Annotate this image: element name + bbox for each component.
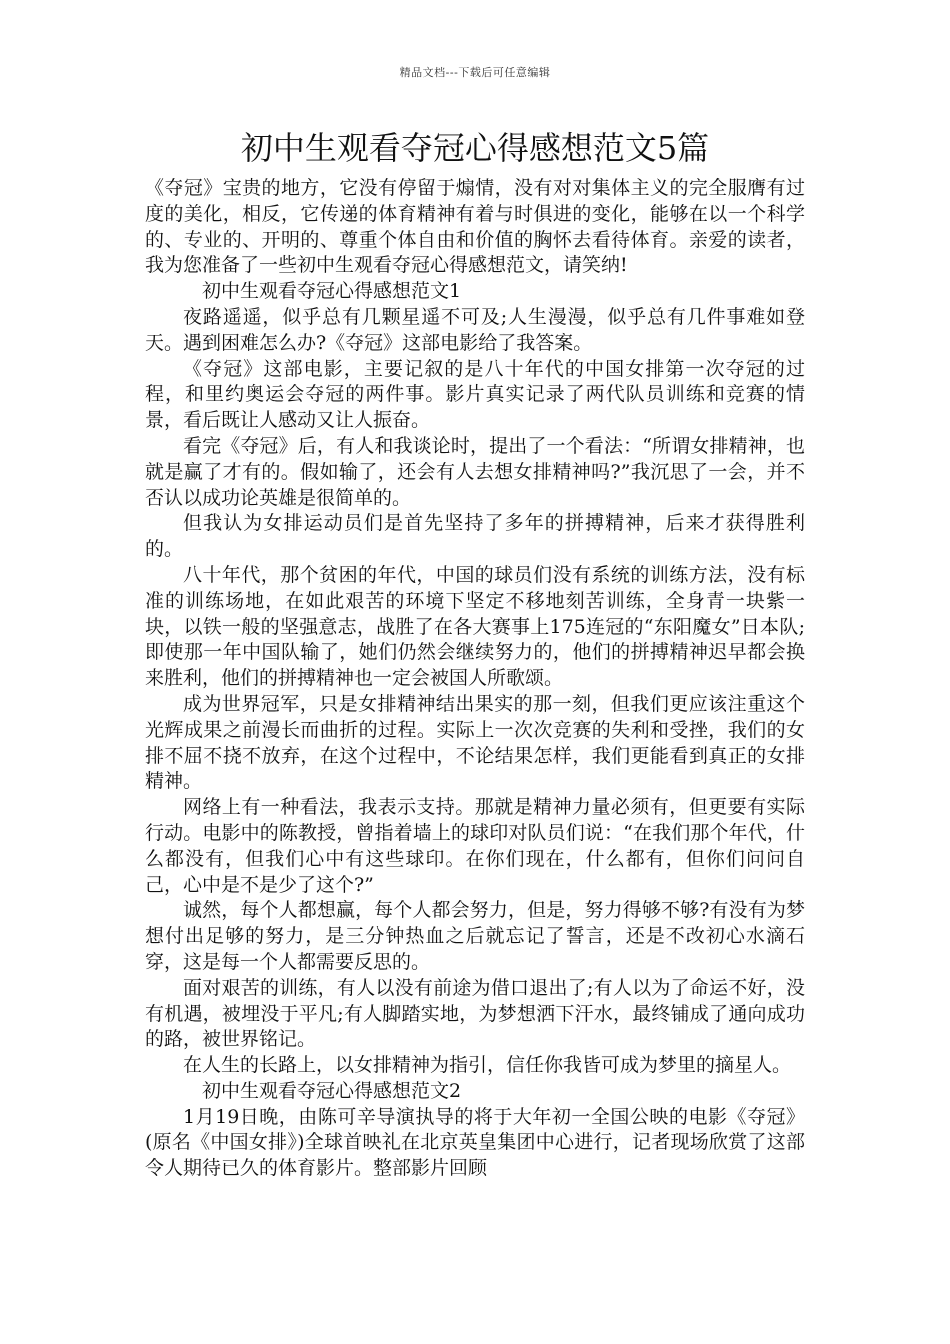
paragraph: 成为世界冠军，只是女排精神结出果实的那一刻，但我们更应该注重这个光辉成果之前漫长而曲折的过程。实际上一次次竞赛的失利和受挫，我们的女排不屈不挠不放弃，在这个过程中，不论结果怎样，我们更能看到真正的女排精神。	[145, 692, 805, 793]
paragraph: 看完《夺冠》后，有人和我谈论时，提出了一个看法：“所谓女排精神，也就是赢了才有的。假如输了，还会有人去想女排精神吗?”我沉思了一会，并不否认以成功论英雄是很简单的。	[145, 434, 805, 509]
paragraph: 但我认为女排运动员们是首先坚持了多年的拼搏精神，后来才获得胜利的。	[145, 512, 805, 561]
paragraph: 《夺冠》宝贵的地方，它没有停留于煽情，没有对对集体主义的完全服膺有过度的美化，相反，它传递的体育精神有着与时俱进的变化，能够在以一个科学的、专业的、开明的、尊重个体自由和价值的胸怀去看待体育。亲爱的读者，我为您准备了一些初中生观看夺冠心得感想范文，请笑纳!	[145, 177, 805, 277]
paragraph: 面对艰苦的训练，有人以没有前途为借口退出了;有人以为了命运不好，没有机遇，被埋没于平凡;有人脚踏实地，为梦想洒下汗水，最终铺成了通向成功的路，被世界铭记。	[145, 976, 805, 1051]
paragraph: 八十年代，那个贫困的年代，中国的球员们没有系统的训练方法，没有标准的训练场地，在如此艰苦的环境下坚定不移地刻苦训练，全身青一块紫一块，以铁一般的坚强意志，战胜了在各大赛事上175连冠的“东阳魔女”日本队;即使那一年中国队输了，她们仍然会继续努力的，他们的拼搏精神迟早都会换来胜利，他们的拼搏精神也一定会被国人所歌颂。	[145, 563, 805, 690]
paragraph: 在人生的长路上，以女排精神为指引，信任你我皆可成为梦里的摘星人。	[183, 1054, 792, 1077]
paragraph: 诚然，每个人都想赢，每个人都会努力，但是，努力得够不够?有没有为梦想付出足够的努力，是三分钟热血之后就忘记了誓言，还是不改初心水滴石穿，这是每一个人都需要反思的。	[145, 899, 805, 973]
paragraph: 《夺冠》这部电影，主要记叙的是八十年代的中国女排第一次夺冠的过程，和里约奥运会夺冠的两件事。影片真实记录了两代队员训练和竞赛的情景，看后既让人感动又让人振奋。	[145, 357, 805, 432]
section-heading: 初中生观看夺冠心得感想范文1	[202, 280, 462, 303]
document-title: 初中生观看夺冠心得感想范文5篇	[240, 129, 710, 167]
document-body	[145, 176, 805, 1182]
paragraph: 1月19日晚，由陈可辛导演执导的将于大年初一全国公映的电影《夺冠》(原名《中国女排》)全球首映礼在北京英皇集团中心进行，记者现场欣赏了这部令人期待已久的体育影片。整部影片回顾	[145, 1105, 805, 1180]
section-heading: 初中生观看夺冠心得感想范文2	[202, 1079, 462, 1102]
paragraph: 网络上有一种看法，我表示支持。那就是精神力量必须有，但更要有实际行动。电影中的陈教授，曾指着墙上的球印对队员们说：“在我们那个年代，什么都没有，但我们心中有这些球印。在你们现在，什么都有，但你们问问自己，心中是不是少了这个?”	[145, 796, 805, 896]
header-note: 精品文档---下载后可任意编辑	[399, 66, 551, 79]
paragraph: 夜路遥遥，似乎总有几颗星遥不可及;人生漫漫，似乎总有几件事难如登天。遇到困难怎么办?《夺冠》这部电影给了我答案。	[145, 305, 805, 354]
